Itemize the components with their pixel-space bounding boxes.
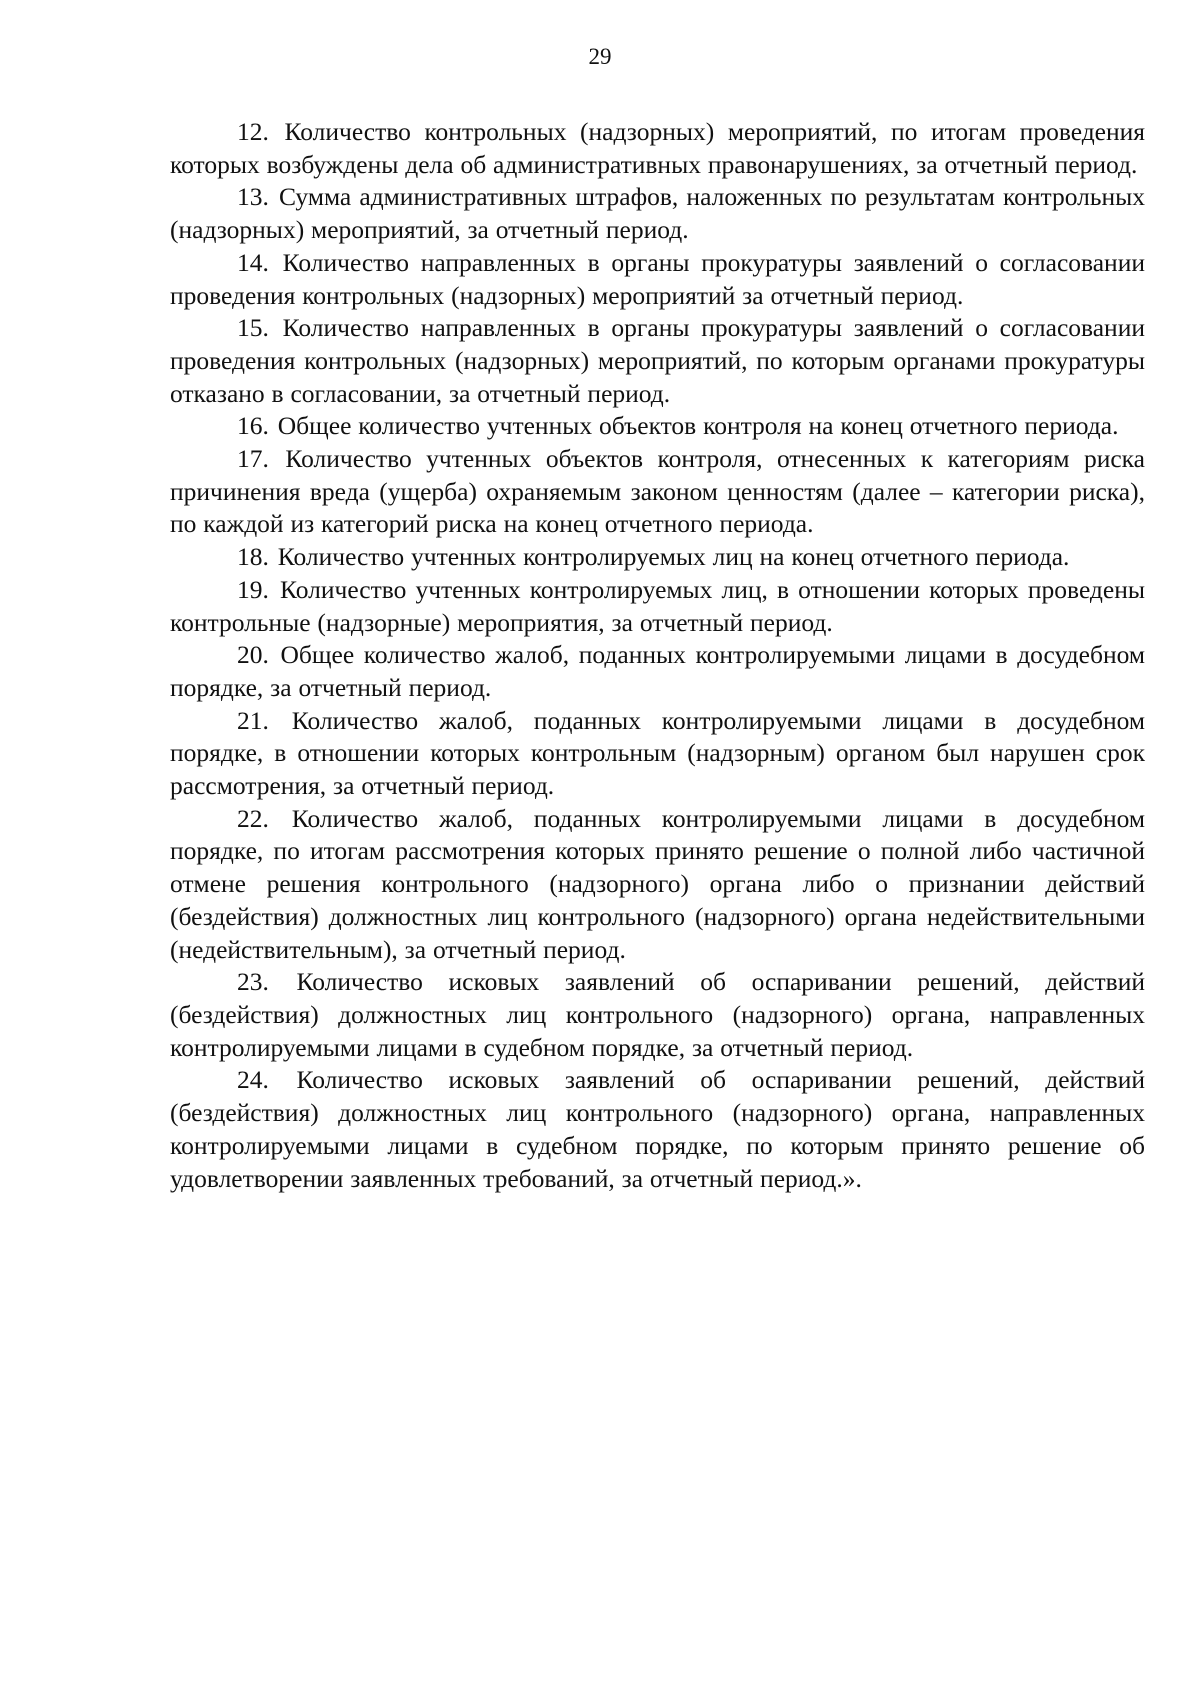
paragraph-text: Количество контрольных (надзорных) мероприятий, по итогам проведения которых возбуждены дела об административных правонарушениях, за отчетный период.: [170, 117, 1146, 179]
paragraph-number: 19.: [237, 574, 269, 604]
paragraph-text: Количество учтенных объектов контроля, отнесенных к категориям риска причинения вреда (ущерба) охраняемым законом ценностям (далее – категории риска), по каждой из категорий риска на конец отчетного периода.: [170, 444, 1145, 539]
paragraph-21: [170, 705, 1145, 803]
paragraph-number: 13.: [237, 182, 269, 212]
paragraph-text: Количество учтенных контролируемых лиц, в отношении которых проведены контрольные (надзорные) мероприятия, за отчетный период.: [170, 574, 1146, 637]
paragraph-text: Количество учтенных контролируемых лиц на конец отчетного периода.: [277, 542, 1070, 572]
paragraph-number: 14.: [237, 247, 269, 277]
paragraph-text: Количество жалоб, поданных контролируемыми лицами в досудебном порядке, по итогам рассмотрения которых принято решение о полной либо частичной отмене решения контрольного (надзорного) органа либо о признании действий (бездействия) должностных лиц контрольного (надзорного) органа недействительными (недействительным), за отчетный период.: [170, 803, 1145, 964]
paragraph-18: [170, 541, 1145, 574]
paragraph-number: 15.: [237, 313, 269, 343]
paragraph-text: Количество исковых заявлений об оспаривании решений, действий (бездействия) должностных лиц контрольного (надзорного) органа, направленных контролируемыми лицами в судебном порядке, за отчетный период.: [170, 967, 1145, 1062]
paragraph-12: [170, 116, 1145, 181]
paragraph-22: [170, 803, 1145, 967]
paragraph-text: Количество направленных в органы прокуратуры заявлений о согласовании проведения контрольных (надзорных) мероприятий за отчетный период.: [170, 247, 1145, 310]
paragraph-17: [170, 443, 1145, 541]
paragraph-16: [170, 410, 1145, 443]
paragraph-text: Сумма административных штрафов, наложенных по результатам контрольных (надзорных) мероприятий, за отчетный период.: [170, 182, 1146, 245]
paragraph-23: [170, 966, 1145, 1064]
paragraph-number: 12.: [237, 117, 269, 146]
page-number: 29: [588, 44, 612, 69]
paragraph-text: Общее количество жалоб, поданных контролируемыми лицами в досудебном порядке, за отчетный период.: [170, 640, 1145, 702]
paragraph-number: 23.: [237, 967, 269, 997]
paragraph-text: Общее количество учтенных объектов контроля на конец отчетного периода.: [277, 411, 1119, 441]
paragraph-13: [170, 181, 1145, 246]
paragraph-14: [170, 247, 1145, 312]
paragraph-number: 21.: [237, 705, 269, 735]
paragraph-number: 18.: [237, 542, 269, 572]
paragraph-text: Количество исковых заявлений об оспаривании решений, действий (бездействия) должностных лиц контрольного (надзорного) органа, направленных контролируемыми лицами в судебном порядке, по которым принято решение об удовлетворении заявленных требований, за отчетный период.».: [170, 1065, 1145, 1193]
paragraph-number: 20.: [237, 640, 269, 670]
paragraph-number: 22.: [237, 803, 269, 833]
paragraph-19: [170, 574, 1145, 639]
document-body: [170, 116, 1145, 1195]
paragraph-text: Количество направленных в органы прокуратуры заявлений о согласовании проведения контрольных (надзорных) мероприятий, по которым органами прокуратуры отказано в согласовании, за отчетный период.: [170, 313, 1145, 408]
paragraph-number: 16.: [237, 411, 269, 441]
paragraph-24: [170, 1064, 1145, 1195]
paragraph-number: 24.: [237, 1065, 269, 1095]
paragraph-20: [170, 639, 1145, 704]
paragraph-number: 17.: [237, 444, 269, 474]
paragraph-15: [170, 312, 1145, 410]
paragraph-text: Количество жалоб, поданных контролируемыми лицами в досудебном порядке, в отношении которых контрольным (надзорным) органом был нарушен срок рассмотрения, за отчетный период.: [170, 705, 1145, 801]
